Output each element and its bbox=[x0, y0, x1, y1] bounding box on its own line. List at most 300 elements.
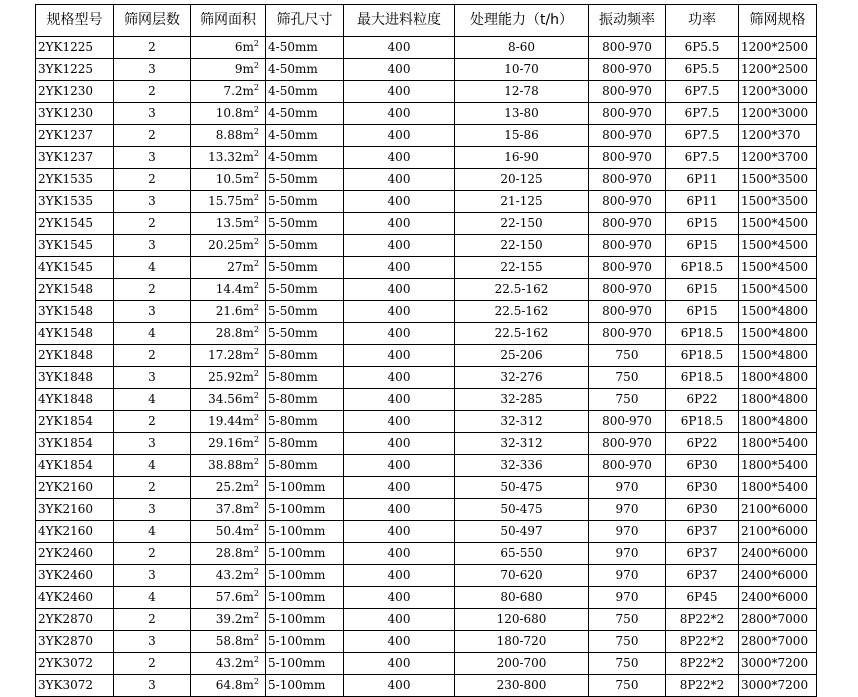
cell-model bbox=[36, 653, 114, 675]
cell-area-text: 37.8m bbox=[215, 502, 254, 516]
cell-max-feed-text: 400 bbox=[387, 128, 411, 142]
spec-table bbox=[35, 4, 817, 697]
table-row bbox=[36, 191, 817, 213]
cell-capacity bbox=[455, 257, 589, 279]
cell-max-feed bbox=[344, 477, 455, 499]
cell-frequency-text: 800-970 bbox=[602, 194, 652, 208]
cell-max-feed-text: 400 bbox=[387, 590, 411, 604]
cell-area bbox=[191, 455, 266, 477]
table-row bbox=[36, 81, 817, 103]
cell-mesh-size bbox=[266, 455, 344, 477]
cell-model-text: 2YK1230 bbox=[38, 84, 94, 98]
cell-screen-spec bbox=[739, 103, 817, 125]
area-unit-superscript: 2 bbox=[253, 215, 259, 224]
cell-screen-spec-text: 1500*4800 bbox=[741, 326, 809, 340]
cell-power bbox=[666, 147, 739, 169]
cell-max-feed bbox=[344, 389, 455, 411]
cell-screen-spec bbox=[739, 609, 817, 631]
cell-frequency-text: 800-970 bbox=[602, 238, 652, 252]
area-unit-superscript: 2 bbox=[253, 655, 259, 664]
cell-capacity-text: 15-86 bbox=[504, 128, 539, 142]
cell-area-text: 25.2m bbox=[215, 480, 254, 494]
cell-model bbox=[36, 301, 114, 323]
cell-screen-spec bbox=[739, 411, 817, 433]
cell-area bbox=[191, 257, 266, 279]
cell-mesh-size bbox=[266, 543, 344, 565]
cell-frequency-text: 750 bbox=[615, 656, 639, 670]
cell-model bbox=[36, 389, 114, 411]
cell-frequency-text: 800-970 bbox=[602, 414, 652, 428]
cell-capacity-text: 20-125 bbox=[500, 172, 543, 186]
header-mesh-size: 筛孔尺寸 bbox=[266, 5, 344, 37]
cell-mesh-size bbox=[266, 411, 344, 433]
cell-power bbox=[666, 37, 739, 59]
cell-mesh-size bbox=[266, 125, 344, 147]
cell-layers-text: 2 bbox=[148, 414, 156, 428]
cell-max-feed-text: 400 bbox=[387, 62, 411, 76]
cell-max-feed-text: 400 bbox=[387, 546, 411, 560]
cell-layers bbox=[114, 477, 191, 499]
cell-capacity bbox=[455, 147, 589, 169]
cell-frequency-text: 970 bbox=[615, 524, 639, 538]
area-unit-superscript: 2 bbox=[253, 171, 259, 180]
cell-layers bbox=[114, 323, 191, 345]
cell-capacity-text: 50-475 bbox=[500, 480, 543, 494]
cell-area bbox=[191, 323, 266, 345]
cell-area bbox=[191, 147, 266, 169]
cell-max-feed-text: 400 bbox=[387, 326, 411, 340]
cell-mesh-size bbox=[266, 565, 344, 587]
cell-model-text: 3YK1535 bbox=[38, 194, 94, 208]
cell-power bbox=[666, 81, 739, 103]
cell-model bbox=[36, 279, 114, 301]
cell-frequency-text: 970 bbox=[615, 502, 639, 516]
cell-max-feed bbox=[344, 433, 455, 455]
cell-layers bbox=[114, 191, 191, 213]
cell-frequency bbox=[589, 59, 666, 81]
cell-power-text: 6P7.5 bbox=[684, 106, 720, 120]
cell-max-feed-text: 400 bbox=[387, 502, 411, 516]
area-unit-superscript: 2 bbox=[253, 61, 259, 70]
cell-screen-spec-text: 3000*7200 bbox=[741, 678, 809, 692]
cell-area-text: 19.44m bbox=[208, 414, 254, 428]
cell-frequency-text: 750 bbox=[615, 370, 639, 384]
cell-layers bbox=[114, 521, 191, 543]
cell-mesh-size bbox=[266, 213, 344, 235]
cell-max-feed bbox=[344, 59, 455, 81]
cell-model-text: 3YK1225 bbox=[38, 62, 94, 76]
cell-model bbox=[36, 191, 114, 213]
cell-layers-text: 2 bbox=[148, 348, 156, 362]
area-unit-superscript: 2 bbox=[253, 127, 259, 136]
cell-area-text: 14.4m bbox=[215, 282, 254, 296]
cell-mesh-size-text: 5-50mm bbox=[268, 238, 318, 252]
cell-layers-text: 2 bbox=[148, 40, 156, 54]
cell-frequency-text: 970 bbox=[615, 480, 639, 494]
cell-frequency-text: 800-970 bbox=[602, 172, 652, 186]
table-row bbox=[36, 543, 817, 565]
area-unit-superscript: 2 bbox=[253, 391, 259, 400]
cell-layers bbox=[114, 587, 191, 609]
cell-frequency-text: 800-970 bbox=[602, 84, 652, 98]
cell-screen-spec bbox=[739, 477, 817, 499]
cell-area bbox=[191, 37, 266, 59]
cell-model bbox=[36, 367, 114, 389]
cell-power-text: 6P15 bbox=[686, 304, 718, 318]
cell-capacity-text: 16-90 bbox=[504, 150, 539, 164]
cell-mesh-size-text: 5-100mm bbox=[268, 612, 326, 626]
area-unit-superscript: 2 bbox=[253, 413, 259, 422]
cell-capacity bbox=[455, 499, 589, 521]
cell-screen-spec-text: 1500*4800 bbox=[741, 304, 809, 318]
cell-frequency-text: 750 bbox=[615, 612, 639, 626]
cell-screen-spec-text: 2800*7000 bbox=[741, 612, 809, 626]
cell-max-feed-text: 400 bbox=[387, 678, 411, 692]
area-unit-superscript: 2 bbox=[253, 523, 259, 532]
cell-screen-spec bbox=[739, 235, 817, 257]
cell-layers bbox=[114, 169, 191, 191]
cell-mesh-size bbox=[266, 147, 344, 169]
cell-model-text: 2YK1548 bbox=[38, 282, 94, 296]
cell-capacity-text: 70-620 bbox=[500, 568, 543, 582]
cell-capacity-text: 80-680 bbox=[500, 590, 543, 604]
cell-screen-spec bbox=[739, 59, 817, 81]
cell-frequency bbox=[589, 477, 666, 499]
cell-layers bbox=[114, 257, 191, 279]
cell-frequency-text: 800-970 bbox=[602, 62, 652, 76]
cell-frequency bbox=[589, 587, 666, 609]
table-row bbox=[36, 323, 817, 345]
cell-area-text: 27m bbox=[227, 260, 254, 274]
cell-frequency bbox=[589, 37, 666, 59]
cell-layers-text: 3 bbox=[148, 678, 156, 692]
cell-capacity-text: 32-285 bbox=[500, 392, 543, 406]
cell-layers-text: 3 bbox=[148, 502, 156, 516]
cell-frequency bbox=[589, 169, 666, 191]
cell-power-text: 6P18.5 bbox=[680, 370, 724, 384]
cell-capacity bbox=[455, 301, 589, 323]
cell-capacity bbox=[455, 411, 589, 433]
cell-power bbox=[666, 235, 739, 257]
cell-capacity bbox=[455, 389, 589, 411]
cell-model bbox=[36, 323, 114, 345]
cell-screen-spec-text: 3000*7200 bbox=[741, 656, 809, 670]
cell-capacity bbox=[455, 103, 589, 125]
cell-mesh-size bbox=[266, 235, 344, 257]
cell-model bbox=[36, 433, 114, 455]
cell-mesh-size-text: 4-50mm bbox=[268, 40, 318, 54]
cell-layers bbox=[114, 653, 191, 675]
cell-capacity-text: 32-312 bbox=[500, 436, 543, 450]
cell-max-feed-text: 400 bbox=[387, 150, 411, 164]
cell-frequency bbox=[589, 191, 666, 213]
cell-power-text: 6P7.5 bbox=[684, 150, 720, 164]
table-row bbox=[36, 499, 817, 521]
cell-capacity-text: 180-720 bbox=[496, 634, 547, 648]
cell-model bbox=[36, 499, 114, 521]
cell-power-text: 6P5.5 bbox=[684, 40, 720, 54]
cell-screen-spec bbox=[739, 213, 817, 235]
cell-max-feed bbox=[344, 499, 455, 521]
cell-model bbox=[36, 213, 114, 235]
table-row bbox=[36, 257, 817, 279]
cell-screen-spec-text: 1200*2500 bbox=[741, 40, 809, 54]
cell-power bbox=[666, 125, 739, 147]
cell-layers-text: 3 bbox=[148, 238, 156, 252]
cell-frequency-text: 800-970 bbox=[602, 282, 652, 296]
header-layers: 筛网层数 bbox=[114, 5, 191, 37]
cell-frequency bbox=[589, 235, 666, 257]
cell-power-text: 8P22*2 bbox=[679, 678, 725, 692]
cell-screen-spec-text: 1500*3500 bbox=[741, 172, 809, 186]
cell-max-feed-text: 400 bbox=[387, 260, 411, 274]
cell-max-feed-text: 400 bbox=[387, 656, 411, 670]
cell-area-text: 29.16m bbox=[208, 436, 254, 450]
cell-frequency bbox=[589, 323, 666, 345]
cell-screen-spec-text: 1800*4800 bbox=[741, 392, 809, 406]
cell-area bbox=[191, 631, 266, 653]
cell-mesh-size-text: 4-50mm bbox=[268, 150, 318, 164]
cell-layers-text: 4 bbox=[148, 326, 156, 340]
cell-area bbox=[191, 653, 266, 675]
cell-capacity bbox=[455, 521, 589, 543]
area-unit-superscript: 2 bbox=[253, 479, 259, 488]
cell-frequency bbox=[589, 389, 666, 411]
cell-screen-spec-text: 1200*3000 bbox=[741, 106, 809, 120]
cell-capacity-text: 22.5-162 bbox=[494, 326, 549, 340]
cell-frequency-text: 800-970 bbox=[602, 326, 652, 340]
cell-layers bbox=[114, 59, 191, 81]
area-unit-superscript: 2 bbox=[253, 611, 259, 620]
cell-mesh-size-text: 5-100mm bbox=[268, 678, 326, 692]
cell-layers bbox=[114, 433, 191, 455]
cell-screen-spec bbox=[739, 543, 817, 565]
cell-layers bbox=[114, 411, 191, 433]
cell-max-feed bbox=[344, 455, 455, 477]
cell-mesh-size-text: 5-100mm bbox=[268, 568, 326, 582]
cell-frequency-text: 800-970 bbox=[602, 40, 652, 54]
cell-model bbox=[36, 147, 114, 169]
cell-layers-text: 2 bbox=[148, 84, 156, 98]
cell-screen-spec bbox=[739, 367, 817, 389]
cell-power bbox=[666, 543, 739, 565]
cell-area-text: 9m bbox=[234, 62, 254, 76]
cell-mesh-size bbox=[266, 279, 344, 301]
cell-model bbox=[36, 235, 114, 257]
cell-model bbox=[36, 543, 114, 565]
cell-screen-spec bbox=[739, 169, 817, 191]
cell-power bbox=[666, 59, 739, 81]
cell-capacity-text: 12-78 bbox=[504, 84, 539, 98]
cell-capacity-text: 50-475 bbox=[500, 502, 543, 516]
cell-model-text: 4YK2160 bbox=[38, 524, 94, 538]
header-frequency: 振动频率 bbox=[589, 5, 666, 37]
cell-max-feed-text: 400 bbox=[387, 304, 411, 318]
table-row bbox=[36, 411, 817, 433]
area-unit-superscript: 2 bbox=[253, 83, 259, 92]
cell-power-text: 6P5.5 bbox=[684, 62, 720, 76]
cell-layers bbox=[114, 367, 191, 389]
cell-mesh-size-text: 5-100mm bbox=[268, 502, 326, 516]
cell-capacity-text: 230-800 bbox=[496, 678, 547, 692]
cell-mesh-size bbox=[266, 191, 344, 213]
area-unit-superscript: 2 bbox=[253, 545, 259, 554]
cell-frequency bbox=[589, 147, 666, 169]
cell-model-text: 4YK1854 bbox=[38, 458, 94, 472]
cell-mesh-size-text: 5-80mm bbox=[268, 436, 318, 450]
cell-screen-spec-text: 1500*4500 bbox=[741, 260, 809, 274]
cell-model-text: 2YK2870 bbox=[38, 612, 94, 626]
cell-capacity-text: 25-206 bbox=[500, 348, 543, 362]
cell-capacity-text: 200-700 bbox=[496, 656, 547, 670]
area-unit-superscript: 2 bbox=[253, 567, 259, 576]
cell-power-text: 6P7.5 bbox=[684, 128, 720, 142]
cell-screen-spec bbox=[739, 345, 817, 367]
area-unit-superscript: 2 bbox=[253, 193, 259, 202]
cell-power-text: 6P37 bbox=[686, 568, 718, 582]
cell-max-feed-text: 400 bbox=[387, 84, 411, 98]
cell-max-feed bbox=[344, 191, 455, 213]
cell-layers-text: 2 bbox=[148, 128, 156, 142]
cell-mesh-size bbox=[266, 323, 344, 345]
area-unit-superscript: 2 bbox=[253, 633, 259, 642]
cell-model bbox=[36, 59, 114, 81]
cell-model-text: 2YK1225 bbox=[38, 40, 94, 54]
table-row bbox=[36, 609, 817, 631]
cell-power-text: 6P18.5 bbox=[680, 414, 724, 428]
cell-model bbox=[36, 169, 114, 191]
area-unit-superscript: 2 bbox=[253, 105, 259, 114]
cell-area bbox=[191, 213, 266, 235]
cell-area-text: 34.56m bbox=[208, 392, 254, 406]
cell-frequency bbox=[589, 301, 666, 323]
cell-frequency bbox=[589, 433, 666, 455]
area-unit-superscript: 2 bbox=[253, 237, 259, 246]
area-unit-superscript: 2 bbox=[253, 501, 259, 510]
cell-layers-text: 3 bbox=[148, 62, 156, 76]
cell-area bbox=[191, 433, 266, 455]
area-unit-superscript: 2 bbox=[253, 39, 259, 48]
cell-capacity bbox=[455, 631, 589, 653]
cell-max-feed-text: 400 bbox=[387, 480, 411, 494]
cell-screen-spec bbox=[739, 631, 817, 653]
cell-max-feed bbox=[344, 367, 455, 389]
cell-screen-spec-text: 1500*4500 bbox=[741, 238, 809, 252]
cell-layers bbox=[114, 345, 191, 367]
cell-model bbox=[36, 345, 114, 367]
cell-max-feed bbox=[344, 235, 455, 257]
cell-area bbox=[191, 301, 266, 323]
cell-area bbox=[191, 389, 266, 411]
cell-power-text: 6P11 bbox=[686, 194, 718, 208]
cell-area-text: 64.8m bbox=[215, 678, 254, 692]
cell-max-feed-text: 400 bbox=[387, 172, 411, 186]
cell-layers bbox=[114, 565, 191, 587]
cell-layers bbox=[114, 279, 191, 301]
cell-mesh-size-text: 5-80mm bbox=[268, 370, 318, 384]
table-row bbox=[36, 675, 817, 697]
cell-power-text: 6P30 bbox=[686, 502, 718, 516]
cell-capacity bbox=[455, 59, 589, 81]
cell-frequency-text: 970 bbox=[615, 568, 639, 582]
cell-power bbox=[666, 631, 739, 653]
cell-power-text: 6P37 bbox=[686, 546, 718, 560]
cell-mesh-size bbox=[266, 609, 344, 631]
cell-max-feed-text: 400 bbox=[387, 436, 411, 450]
cell-power-text: 6P37 bbox=[686, 524, 718, 538]
cell-capacity bbox=[455, 543, 589, 565]
cell-screen-spec-text: 1200*3700 bbox=[741, 150, 809, 164]
cell-max-feed bbox=[344, 631, 455, 653]
cell-layers bbox=[114, 675, 191, 697]
cell-layers bbox=[114, 631, 191, 653]
cell-frequency bbox=[589, 213, 666, 235]
cell-layers bbox=[114, 147, 191, 169]
table-row bbox=[36, 653, 817, 675]
cell-capacity bbox=[455, 323, 589, 345]
cell-power-text: 6P15 bbox=[686, 238, 718, 252]
cell-layers-text: 3 bbox=[148, 304, 156, 318]
area-unit-superscript: 2 bbox=[253, 149, 259, 158]
cell-area-text: 57.6m bbox=[215, 590, 254, 604]
cell-area-text: 17.28m bbox=[208, 348, 254, 362]
cell-max-feed bbox=[344, 323, 455, 345]
cell-screen-spec-text: 1200*2500 bbox=[741, 62, 809, 76]
cell-layers-text: 4 bbox=[148, 392, 156, 406]
cell-power bbox=[666, 653, 739, 675]
area-unit-superscript: 2 bbox=[253, 325, 259, 334]
cell-model bbox=[36, 565, 114, 587]
cell-max-feed-text: 400 bbox=[387, 106, 411, 120]
cell-area bbox=[191, 543, 266, 565]
cell-capacity bbox=[455, 609, 589, 631]
cell-frequency bbox=[589, 455, 666, 477]
cell-power bbox=[666, 323, 739, 345]
cell-model bbox=[36, 37, 114, 59]
cell-model bbox=[36, 103, 114, 125]
cell-capacity bbox=[455, 675, 589, 697]
cell-mesh-size-text: 4-50mm bbox=[268, 84, 318, 98]
cell-area bbox=[191, 345, 266, 367]
table-row bbox=[36, 125, 817, 147]
cell-power bbox=[666, 191, 739, 213]
cell-model-text: 3YK1230 bbox=[38, 106, 94, 120]
table-row bbox=[36, 147, 817, 169]
cell-screen-spec-text: 2100*6000 bbox=[741, 502, 809, 516]
cell-max-feed-text: 400 bbox=[387, 238, 411, 252]
cell-screen-spec-text: 1500*4500 bbox=[741, 282, 809, 296]
cell-frequency-text: 800-970 bbox=[602, 216, 652, 230]
cell-model bbox=[36, 609, 114, 631]
cell-model bbox=[36, 675, 114, 697]
cell-power bbox=[666, 455, 739, 477]
cell-layers-text: 2 bbox=[148, 656, 156, 670]
table-row bbox=[36, 345, 817, 367]
cell-capacity-text: 32-336 bbox=[500, 458, 543, 472]
cell-max-feed bbox=[344, 653, 455, 675]
cell-capacity bbox=[455, 125, 589, 147]
cell-area-text: 38.88m bbox=[208, 458, 254, 472]
cell-capacity-text: 10-70 bbox=[504, 62, 539, 76]
cell-mesh-size bbox=[266, 631, 344, 653]
cell-power-text: 6P30 bbox=[686, 458, 718, 472]
cell-model bbox=[36, 477, 114, 499]
cell-area-text: 39.2m bbox=[215, 612, 254, 626]
cell-max-feed bbox=[344, 213, 455, 235]
cell-mesh-size-text: 5-100mm bbox=[268, 524, 326, 538]
cell-layers bbox=[114, 389, 191, 411]
cell-model-text: 4YK1548 bbox=[38, 326, 94, 340]
